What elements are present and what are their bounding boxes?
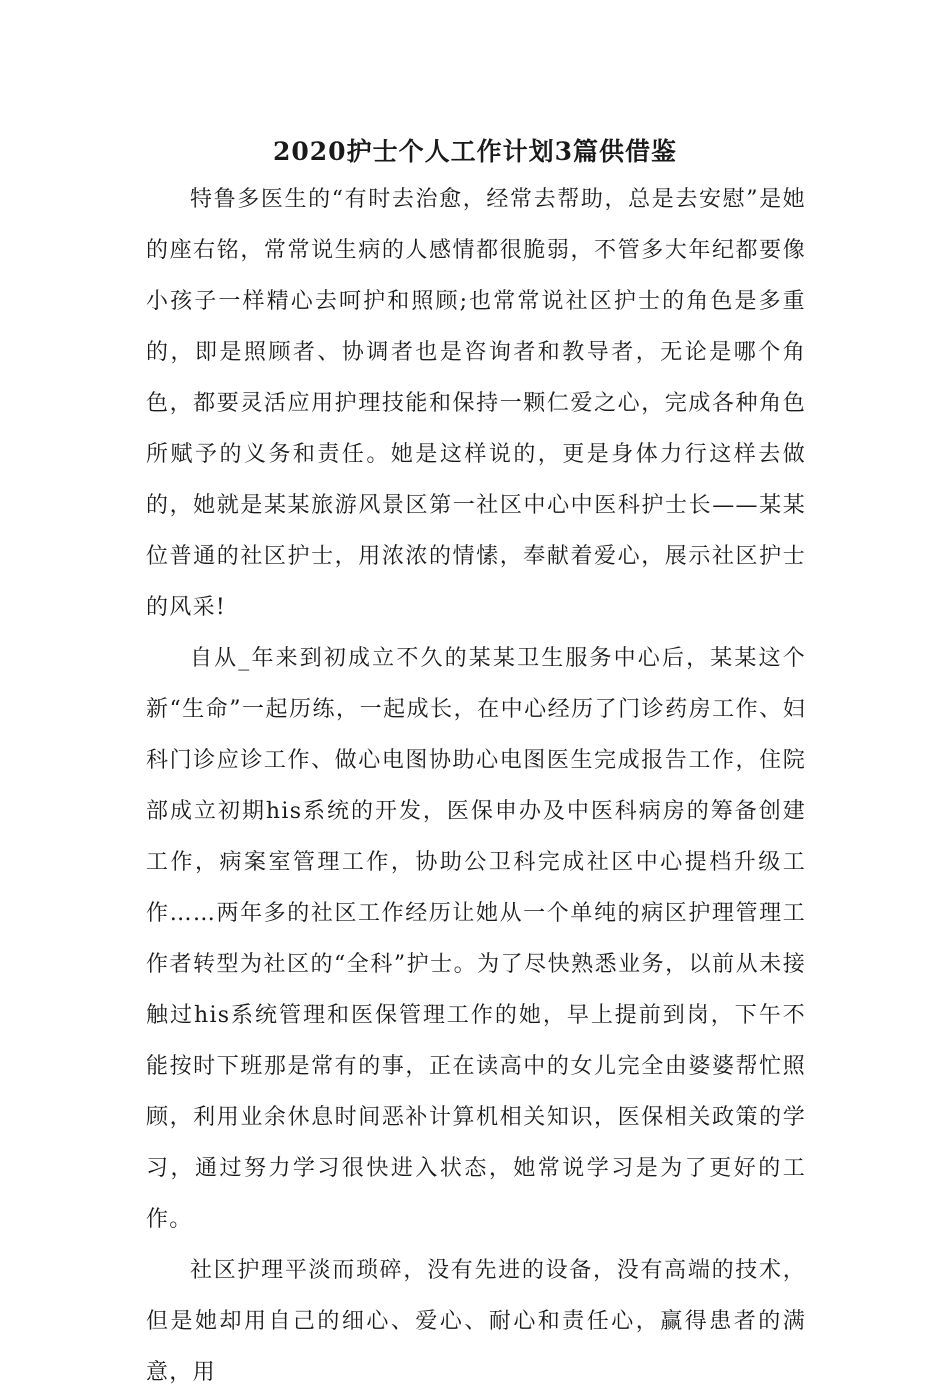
paragraph-3: 社区护理平淡而琐碎，没有先进的设备，没有高端的技术，但是她却用自己的细心、爱心、耐心和责任心，赢得患者的满意，用	[146, 1258, 806, 1385]
paragraph-2: 自从_年来到初成立不久的某某卫生服务中心后，某某这个新“生命”一起历练，一起成长，在中心经历了门诊药房工作、妇科门诊应诊工作、做心电图协助心电图医生完成报告工作，住院部成立初期his系统的开发，医保申办及中医科病房的筹备创建工作，病案室管理工作，协助公卫科完成社区中心提档升级工作……两年多的社区工作经历让她从一个单纯的病区护理管理工作者转型为社区的“全科”护士。为了尽快熟悉业务，以前从未接触过his系统管理和医保管理工作的她，早上提前到岗，下午不能按时下班那是常有的事，正在读高中的女儿完全由婆婆帮忙照顾，利用业余休息时间恶补计算机相关知识，医保相关政策的学习，通过努力学习很快进入状态，她常说学习是为了更好的工作。	[146, 646, 806, 1232]
paragraph-1: 特鲁多医生的“有时去治愈，经常去帮助，总是去安慰”是她的座右铭，常常说生病的人感情都很脆弱，不管多大年纪都要像小孩子一样精心去呵护和照顾;也常常说社区护士的角色是多重的，即是照顾者、协调者也是咨询者和教导者，无论是哪个角色，都要灵活应用护理技能和保持一颗仁爱之心，完成各种角色所赋予的义务和责任。她是这样说的，更是身体力行这样去做的，她就是某某旅游风景区第一社区中心中医科护士长——某某位普通的社区护士，用浓浓的情愫，奉献着爱心，展示社区护士的风采!	[146, 187, 806, 620]
document-body	[146, 174, 806, 1398]
document-title: 2020护士个人工作计划3篇供借鉴	[273, 137, 677, 166]
